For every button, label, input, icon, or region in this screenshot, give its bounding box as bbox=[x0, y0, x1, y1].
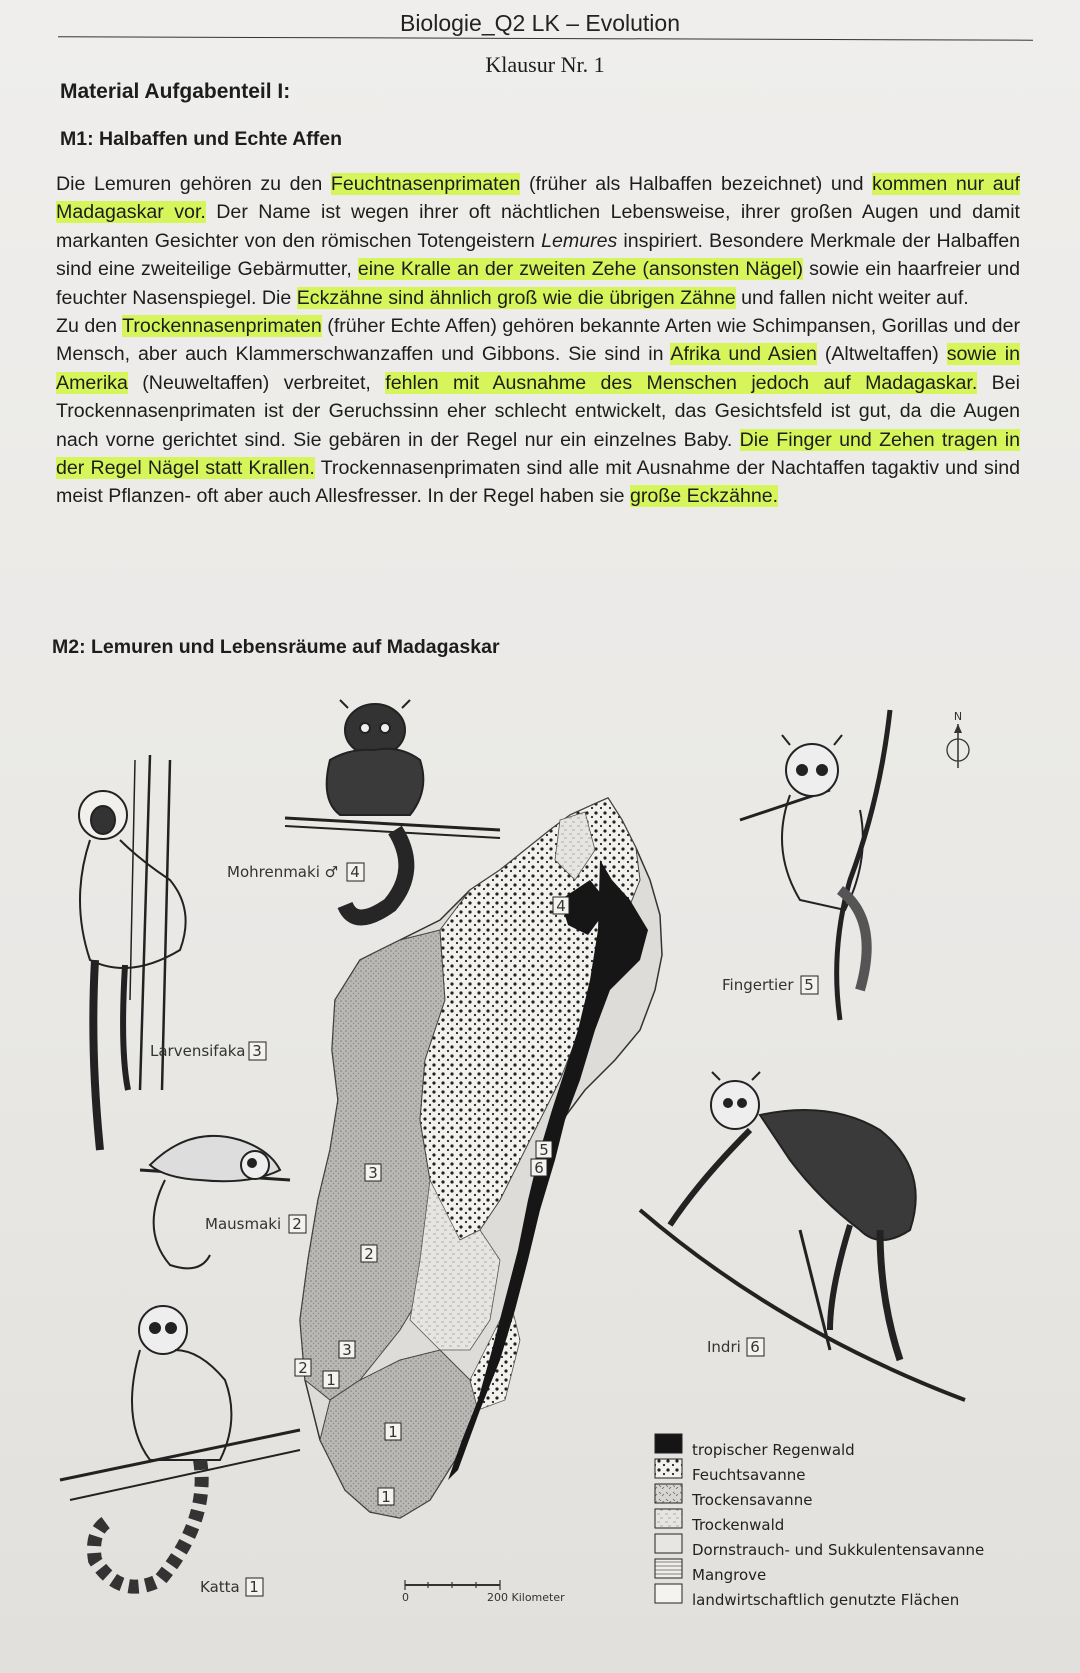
label-fingertier bbox=[722, 976, 818, 994]
katta-illustration bbox=[60, 1306, 300, 1587]
highlighted-text: eine Kralle an der zweiten Zehe (ansonsten Nägel) bbox=[357, 258, 804, 281]
indri-label: Indri bbox=[707, 1338, 741, 1356]
mausmaki-number: 2 bbox=[292, 1215, 302, 1233]
mohrenmaki-number: 4 bbox=[350, 863, 360, 881]
label-indri bbox=[707, 1338, 764, 1356]
map-marker-label: 2 bbox=[364, 1245, 374, 1263]
m1-title: M1: Halbaffen und Echte Affen bbox=[60, 128, 343, 150]
paragraph-text: (früher als Halbaffen bezeichnet) und bbox=[520, 173, 873, 195]
legend-label: Mangrove bbox=[692, 1566, 767, 1584]
section-title: Material Aufgabenteil I: bbox=[60, 80, 291, 103]
legend-item bbox=[655, 1459, 806, 1484]
legend-label: Trockenwald bbox=[692, 1516, 785, 1534]
mohrenmaki-label: Mohrenmaki ♂ bbox=[227, 863, 339, 881]
label-mausmaki bbox=[205, 1215, 306, 1233]
label-mohrenmaki bbox=[227, 863, 364, 881]
document-header-title: Biologie_Q2 LK – Evolution bbox=[399, 10, 681, 36]
katta-number: 1 bbox=[249, 1578, 259, 1596]
map-marker-label: 5 bbox=[539, 1141, 549, 1159]
map-legend bbox=[655, 1434, 984, 1609]
mausmaki-label: Mausmaki bbox=[205, 1215, 282, 1233]
map-scale-bar bbox=[402, 1580, 565, 1604]
legend-item bbox=[655, 1584, 959, 1609]
legend-label: tropischer Regenwald bbox=[692, 1441, 855, 1459]
highlighted-text: sowie in Amerika bbox=[56, 343, 1020, 394]
legend-label: Trockensavanne bbox=[692, 1491, 813, 1509]
scale-end-label: 200 Kilometer bbox=[487, 1591, 565, 1604]
label-katta bbox=[200, 1578, 263, 1596]
map-marker-label: 3 bbox=[342, 1341, 352, 1359]
exam-number: Klausur Nr. 1 bbox=[485, 52, 605, 77]
map-marker-label: 4 bbox=[556, 897, 566, 915]
paragraph-text: (Neuweltaffen) verbreitet, bbox=[127, 371, 386, 394]
indri-number: 6 bbox=[750, 1338, 760, 1356]
m2-title: M2: Lemuren und Lebensräume auf Madagaskar bbox=[52, 636, 500, 658]
legend-item bbox=[655, 1559, 766, 1584]
map-marker-label: 2 bbox=[298, 1359, 308, 1377]
legend-item bbox=[655, 1509, 784, 1534]
legend-label: Dornstrauch- und Sukkulentensavanne bbox=[692, 1541, 985, 1559]
highlighted-text: fehlen mit Ausnahme des Menschen jedoch auf Madagaskar. bbox=[385, 371, 978, 394]
paragraph-text: Lemures bbox=[541, 229, 618, 252]
paragraph-text: inspiriert. Besondere Merkmale der Halbaffen sind eine zweiteilige Gebärmutter, bbox=[56, 229, 1020, 281]
paragraph-text: sowie ein haarfreier und feuchter Nasenspiegel. Die bbox=[56, 258, 1020, 309]
katta-label: Katta bbox=[200, 1578, 240, 1596]
label-larvensifaka bbox=[150, 1042, 266, 1060]
legend-item bbox=[655, 1484, 812, 1509]
legend-item bbox=[655, 1534, 984, 1559]
indri-illustration bbox=[640, 1072, 965, 1400]
paragraph-text: (Altweltaffen) bbox=[816, 343, 947, 366]
fingertier-illustration bbox=[740, 710, 890, 1020]
highlighted-text: kommen nur auf Madagaskar vor. bbox=[56, 173, 1020, 224]
legend-label: landwirtschaftlich genutzte Flächen bbox=[692, 1591, 960, 1609]
legend-label: Feuchtsavanne bbox=[692, 1466, 806, 1484]
map-marker-label: 1 bbox=[381, 1488, 391, 1506]
compass-north-label: N bbox=[953, 710, 963, 723]
fingertier-number: 5 bbox=[804, 976, 814, 994]
larvensifaka-number: 3 bbox=[252, 1042, 262, 1060]
legend-item bbox=[655, 1434, 855, 1459]
paragraph-text: Der Name ist wegen ihrer oft nächtlichen Lebensweise, ihrer großen Augen und damit markanten Gesichter von den römischen Totengeistern bbox=[56, 201, 1020, 252]
paragraph-text: Die Lemuren gehören zu den bbox=[56, 173, 331, 195]
scale-start-label: 0 bbox=[402, 1591, 409, 1604]
highlighted-text: Feuchtnasenprimaten bbox=[330, 173, 521, 195]
map-marker-label: 1 bbox=[326, 1371, 336, 1389]
paragraph-text: (früher Echte Affen) gehören bekannte Arten wie Schimpansen, Gorillas und der Mensch, aber auch Klammerschwanzaffen und Gibbons. Sie sind in bbox=[56, 315, 1020, 366]
highlighted-text: Die Finger und Zehen tragen in der Regel Nägel statt Krallen. bbox=[56, 428, 1020, 480]
fingertier-label: Fingertier bbox=[722, 976, 794, 994]
paragraph-text: Trockennasenprimaten sind alle mit Ausnahme der Nachtaffen tagaktiv und sind meist Pflanzen- oft aber auch Allesfresser. In der Regel haben sie bbox=[56, 457, 1020, 508]
compass-icon bbox=[947, 710, 969, 768]
paragraph-text: und fallen nicht weiter auf. bbox=[735, 286, 969, 309]
highlighted-text: Eckzähne sind ähnlich groß wie die übrigen Zähne bbox=[296, 286, 736, 309]
highlighted-text: große Eckzähne. bbox=[629, 485, 779, 508]
paragraph-text: Zu den bbox=[56, 315, 123, 338]
map-marker-label: 6 bbox=[534, 1159, 544, 1177]
mohrenmaki-illustration bbox=[285, 700, 500, 918]
mausmaki-illustration bbox=[140, 1136, 290, 1268]
map-marker-label: 3 bbox=[368, 1164, 378, 1182]
highlighted-text: Afrika und Asien bbox=[670, 343, 817, 366]
map-marker-label: 1 bbox=[388, 1423, 398, 1441]
larvensifaka-label: Larvensifaka bbox=[150, 1042, 246, 1060]
larvensifaka-illustration bbox=[79, 755, 186, 1150]
highlighted-text: Trockennasenprimaten bbox=[122, 315, 322, 338]
paragraph-text: Bei Trockennasenprimaten ist der Geruchssinn eher schlecht entwickelt, das Gesichtsfeld ist gut, da die Augen nach vorne gerichtet sind. Sie gebären in der Regel nur ein einzelnes Baby. bbox=[56, 371, 1020, 451]
